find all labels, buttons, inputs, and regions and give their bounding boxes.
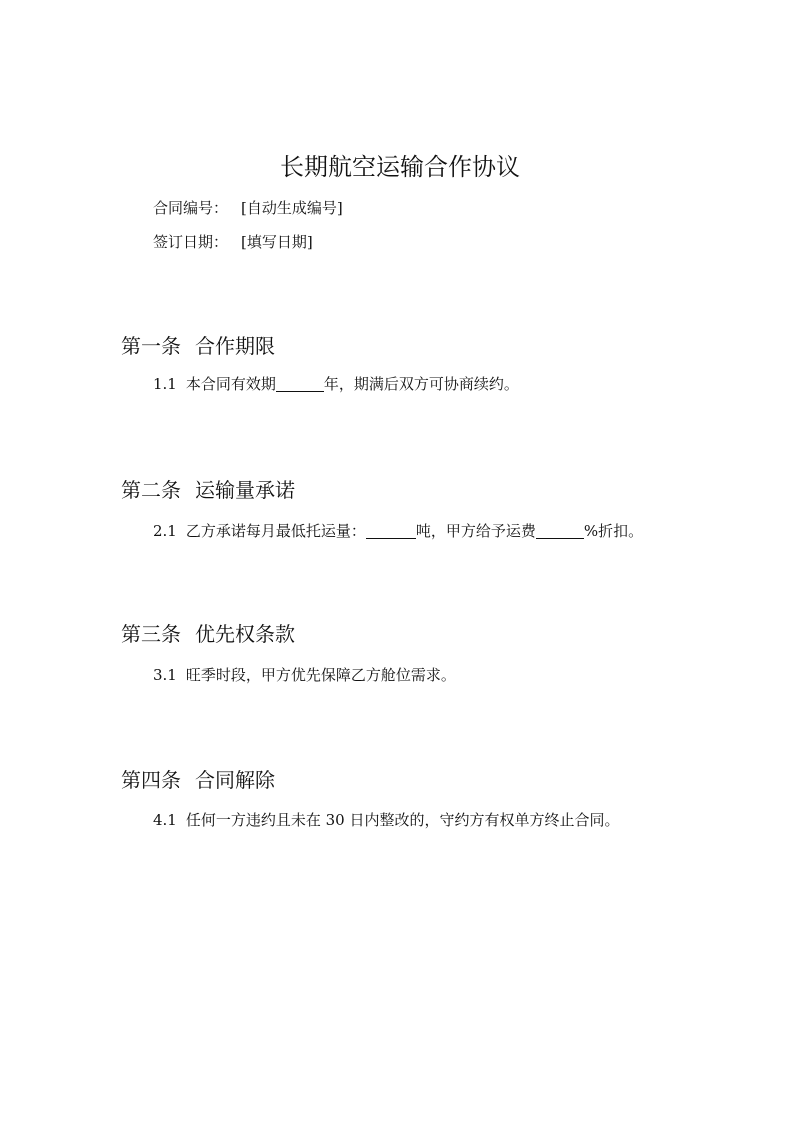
sign-date-label: 签订日期：	[153, 233, 229, 251]
clause-number: 2.1	[153, 522, 177, 540]
clause-number: 4.1	[153, 811, 177, 829]
clause-text: 本合同有效期	[185, 375, 276, 393]
document-title: 长期航空运输合作协议	[280, 153, 520, 181]
section-title: 运输量承诺	[195, 478, 295, 502]
contract-number-row	[153, 197, 343, 219]
clause-text: 年，期满后双方可协商续约。	[323, 375, 519, 393]
section-heading-3	[121, 620, 295, 648]
section-number: 第四条	[121, 768, 181, 792]
contract-number-value: [自动生成编号]	[241, 199, 343, 217]
clause-3-1	[153, 664, 456, 686]
sign-date-value: [填写日期]	[241, 233, 313, 251]
section-heading-1	[121, 332, 275, 360]
contract-number-label: 合同编号：	[153, 199, 229, 217]
clause-text: 乙方承诺每月最低托运量：	[185, 522, 366, 540]
section-title: 合作期限	[195, 334, 275, 358]
clause-text: %折扣。	[583, 522, 644, 540]
section-number: 第三条	[121, 622, 181, 646]
clause-text: 吨，甲方给予运费	[415, 522, 536, 540]
section-number: 第一条	[121, 334, 181, 358]
fill-blank-discount-percent	[536, 522, 584, 539]
sign-date-row	[153, 231, 313, 253]
clause-2-1	[153, 520, 643, 542]
fill-blank-term-years	[276, 375, 324, 392]
clause-text: 任何一方违约且未在 30 日内整改的，守约方有权单方终止合同。	[185, 811, 620, 829]
section-title: 合同解除	[195, 768, 275, 792]
section-title: 优先权条款	[195, 622, 295, 646]
clause-text: 旺季时段，甲方优先保障乙方舱位需求。	[185, 666, 456, 684]
clause-1-1	[153, 373, 519, 395]
clause-4-1	[153, 809, 620, 831]
section-heading-4	[121, 766, 275, 794]
clause-number: 3.1	[153, 666, 177, 684]
fill-blank-min-tonnage	[366, 522, 416, 539]
clause-number: 1.1	[153, 375, 177, 393]
section-heading-2	[121, 476, 295, 504]
section-number: 第二条	[121, 478, 181, 502]
